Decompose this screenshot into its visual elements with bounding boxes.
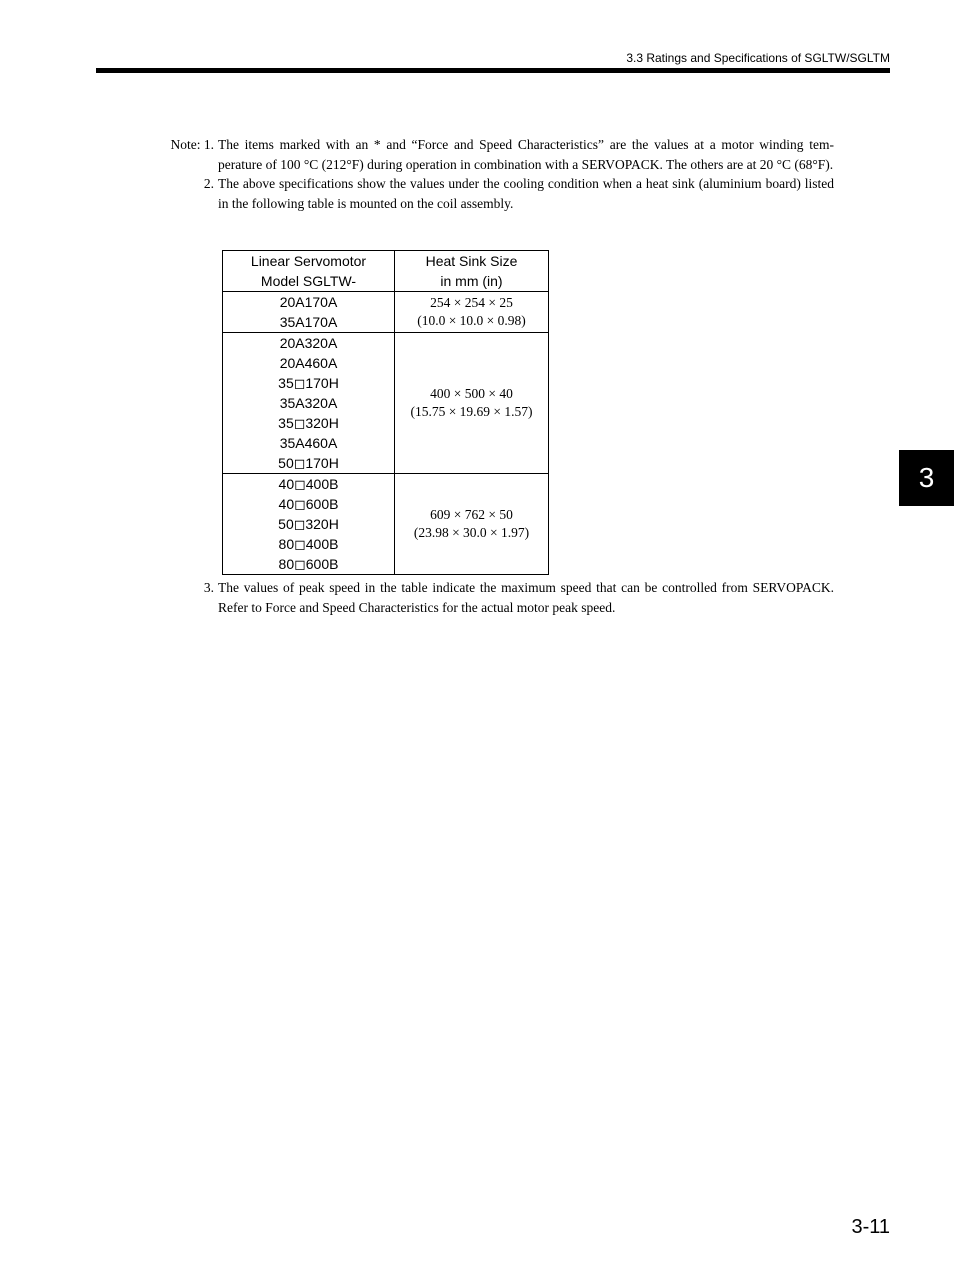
model-name: 50◻320H	[278, 516, 339, 532]
model-name: 40◻400B	[278, 476, 339, 492]
table-row	[223, 292, 549, 333]
notes-block-2	[168, 578, 834, 617]
model-cell	[223, 333, 395, 474]
model-name: 35A170A	[279, 314, 338, 330]
note-1-text: The items marked with an * and “Force and Speed Characteristics” are the values at a motor winding tem-perature of 100 °C (212°F) during operation in combination with a SERVOPACK. The others are at 20 °C (68°F).	[218, 137, 834, 172]
model-cell	[223, 292, 395, 333]
note-2-text: The above specifications show the values under the cooling condition when a heat sink (aluminium board) listed in the following table is mounted on the coil assembly.	[218, 176, 834, 211]
header-rule	[96, 68, 890, 73]
model-name: 35A460A	[279, 435, 338, 451]
note-1-label: Note: 1.	[170, 137, 214, 152]
header-size	[395, 251, 549, 292]
size-cell	[395, 333, 549, 474]
header-model-line2: Model SGLTW-	[260, 273, 357, 289]
table-row	[223, 474, 549, 575]
table-row	[223, 333, 549, 474]
model-name: 35A320A	[279, 395, 338, 411]
size-cell	[395, 292, 549, 333]
note-2	[168, 174, 834, 213]
header-model-line1: Linear Servomotor	[250, 253, 367, 269]
chapter-tab: 3	[899, 450, 954, 506]
model-cell	[223, 474, 395, 575]
header-size-line1: Heat Sink Size	[425, 253, 518, 269]
note-2-label: 2.	[203, 176, 214, 191]
model-name: 20A460A	[279, 355, 338, 371]
note-1	[168, 135, 834, 174]
size-in: (10.0 × 10.0 × 0.98)	[417, 313, 526, 328]
model-name: 40◻600B	[278, 496, 339, 512]
table-body	[223, 292, 549, 575]
note-3-text: The values of peak speed in the table indicate the maximum speed that can be controlled from SERVOPACK. Refer to Force and Speed Characteristics for the actual motor peak speed.	[218, 580, 834, 615]
model-name: 20A170A	[279, 294, 338, 310]
model-name: 80◻400B	[278, 536, 339, 552]
model-name: 50◻170H	[278, 455, 339, 471]
note-3-label: 3.	[203, 580, 214, 595]
model-name: 35◻170H	[278, 375, 339, 391]
header-model	[223, 251, 395, 292]
model-name: 80◻600B	[278, 556, 339, 572]
size-in: (23.98 × 30.0 × 1.97)	[413, 525, 530, 540]
model-name: 35◻320H	[278, 415, 339, 431]
header-size-line2: in mm (in)	[440, 273, 503, 289]
model-name: 20A320A	[279, 335, 338, 351]
size-cell	[395, 474, 549, 575]
size-in: (15.75 × 19.69 × 1.57)	[410, 404, 533, 419]
note-3	[168, 578, 834, 617]
running-header: 3.3 Ratings and Specifications of SGLTW/SGLTM	[626, 51, 890, 65]
page-number: 3-11	[851, 1216, 890, 1238]
size-mm: 609 × 762 × 50	[430, 507, 513, 522]
size-mm: 400 × 500 × 40	[430, 386, 513, 401]
heat-sink-table	[222, 250, 549, 575]
size-mm: 254 × 254 × 25	[430, 295, 513, 310]
notes-block	[168, 135, 834, 213]
